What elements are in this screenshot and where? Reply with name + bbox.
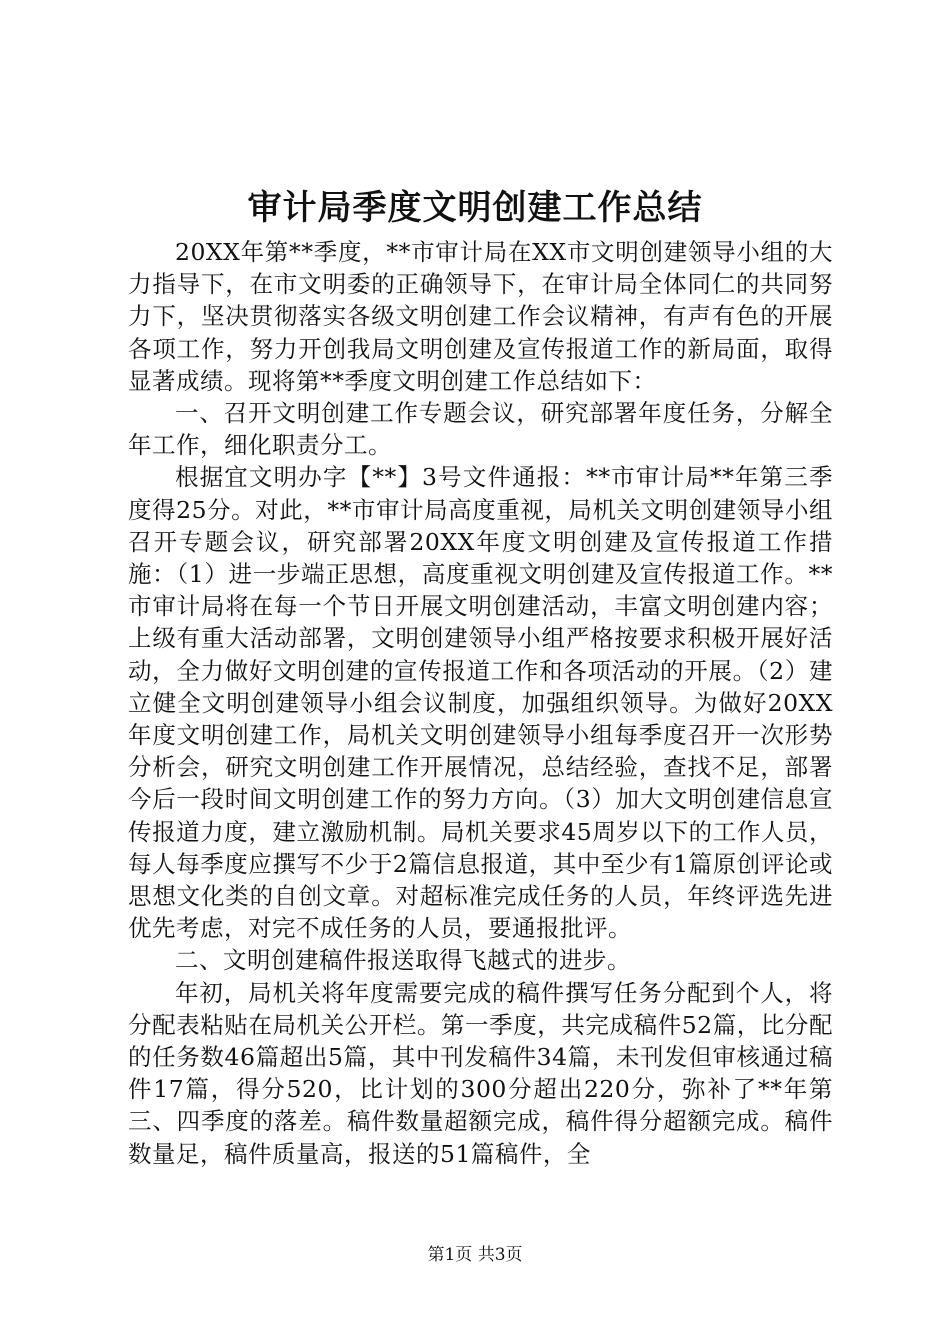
document-body: [128, 236, 833, 1170]
paragraph-heading-two: 二、文明创建稿件报送取得飞越式的进步。: [175, 946, 631, 975]
paragraph-heading-one: 一、召开文明创建工作专题会议，研究部署年度任务，分解全年工作，细化职责分工。: [128, 399, 833, 460]
page-indicator: 第1页 共3页: [427, 1245, 523, 1265]
paragraph-intro: 20XX年第**季度，**市审计局在XX市文明创建领导小组的大力指导下，在市文明委的正确领导下，在审计局全体同仁的共同努力下，坚决贯彻落实各级文明创建工作会议精神，有声有色的开展各项工作，努力开创我局文明创建及宣传报道工作的新局面，取得显著成绩。现将第**季度文明创建工作总结如下：: [128, 238, 833, 395]
paragraph-section-one: 根据宜文明办字【**】3号文件通报：**市审计局**年第三季度得25分。对此，**市审计局高度重视，局机关文明创建领导小组召开专题会议，研究部署20XX年度文明创建及宣传报道工作措施：（1）进一步端正思想，高度重视文明创建及宣传报道工作。**市审计局将在每一个节日开展文明创建活动，丰富文明创建内容；上级有重大活动部署，文明创建领导小组严格按要求积极开展好活动，全力做好文明创建的宣传报道工作和各项活动的开展。（2）建立健全文明创建领导小组会议制度，加强组织领导。为做好20XX年度文明创建工作，局机关文明创建领导小组每季度召开一次形势分析会，研究文明创建工作开展情况，总结经验，查找不足，部署今后一段时间文明创建工作的努力方向。（3）加大文明创建信息宣传报道力度，建立激励机制。局机关要求45周岁以下的工作人员，每人每季度应撰写不少于2篇信息报道，其中至少有1篇原创评论或思想文化类的自创文章。对超标准完成任务的人员，年终评选先进优先考虑，对完不成任务的人员，要通报批评。: [128, 463, 833, 943]
paragraph-section-two: 年初，局机关将年度需要完成的稿件撰写任务分配到个人，将分配表粘贴在局机关公开栏。第一季度，共完成稿件52篇，比分配的任务数46篇超出5篇，其中刊发稿件34篇，未刊发但审核通过稿件17篇，得分520，比计划的300分超出220分，弥补了**年第三、四季度的落差。稿件数量超额完成，稿件得分超额完成。稿件数量足，稿件质量高，报送的51篇稿件，全: [128, 978, 833, 1168]
document-title: 审计局季度文明创建工作总结: [247, 188, 703, 228]
